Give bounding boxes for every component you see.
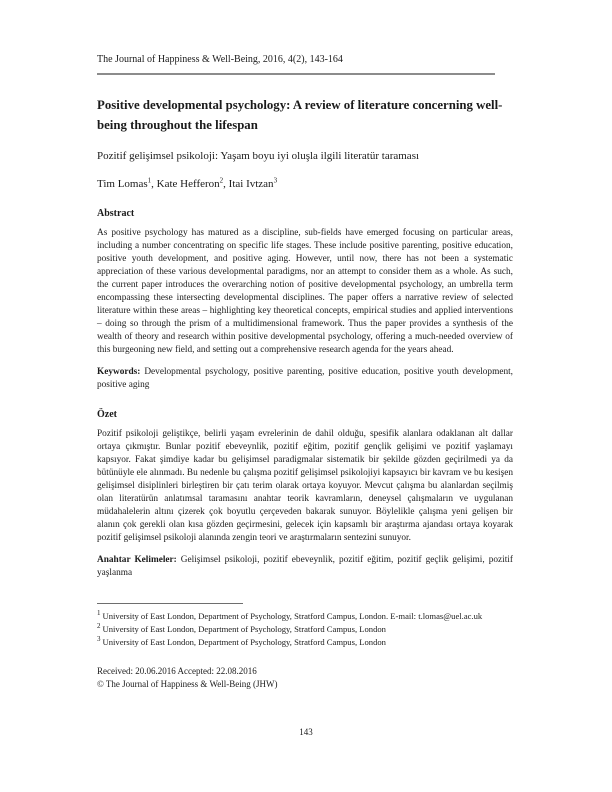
author-name: Tim Lomas — [97, 178, 148, 190]
ozet-heading: Özet — [97, 409, 117, 420]
footnote-affiliation-3 — [97, 636, 513, 649]
author-affiliation-ref: 1 — [147, 176, 152, 185]
author-name: Itai Ivtzan — [228, 178, 274, 190]
received-accepted-line: Received: 20.06.2016 Accepted: 22.08.2016 — [97, 666, 257, 676]
journal-header-line: The Journal of Happiness & Well-Being, 2016, 4(2), 143-164 — [97, 54, 343, 65]
copyright-line: © The Journal of Happiness & Well-Being (JHW) — [97, 678, 278, 689]
keywords-text: Developmental psychology, positive parenting, positive education, positive youth development, positive aging — [97, 367, 513, 390]
footnote-marker: 2 — [97, 622, 101, 631]
authors-line — [97, 177, 513, 191]
author-separator: , — [151, 178, 157, 190]
author-separator: , — [223, 178, 229, 190]
author-affiliation-ref: 2 — [219, 176, 224, 185]
anahtar-kelimeler-label: Anahtar Kelimeler: — [97, 555, 177, 565]
footnote-text: University of East London, Department of Psychology, Stratford Campus, London — [102, 637, 386, 647]
footnote-separator-rule — [97, 603, 243, 604]
abstract-heading: Abstract — [97, 208, 135, 219]
page-content — [97, 0, 513, 580]
keywords-label: Keywords: — [97, 367, 141, 377]
footnote-marker: 1 — [97, 609, 101, 618]
anahtar-kelimeler-text: Gelişimsel psikoloji, pozitif ebeveynlik, pozitif eğitim, pozitif geçlik gelişimi, pozitif yaşlanma — [97, 555, 513, 578]
author-affiliation-ref: 3 — [273, 176, 278, 185]
footnote-marker: 3 — [97, 635, 101, 644]
footnote-text: University of East London, Department of Psychology, Stratford Campus, London — [102, 624, 386, 634]
author-name: Kate Hefferon — [156, 178, 220, 190]
ozet-text: Pozitif psikoloji geliştikçe, belirli yaşam evrelerinin de dahil olduğu, spesifik alanlara odaklanan alt dallar ortaya çıkmıştır. Bunlar pozitif ebeveynlik, pozitif eğitim, pozitif gençlik gelişimi ve pozitif yaşlamayı kapsıyor. Fakat şimdiye kadar bu gelişimsel paradigmalar sistematik bir şekilde gözden geçirilmedi ya da bütünüyle ele alınmadı. Bu nedenle bu çalışma pozitif gelişimsel psikolojiyi kapsayıcı bir kavram ve bu kesişen gelişimsel disiplinleri birleştiren bir çatı terim olarak ortaya koyuyor. Mevcut çalışma bu alanlardan seçilmiş olan literatürün anlatımsal taramasını anahtar teorik kavramların, deneysel çalışmaların ve uygulanan müdahalelerin altını çizerek çok boyutlu çerçeveden bakarak sunuyor. Böylelikle çalışma yeni gelişen bir alanın çok gerekli olan kısa gözden geçirmesini, gelecek için kapsamlı bir araştırma ajandası ortaya koyarak pozitif gelişimsel psikoloji alanında zengin teori ve araştırmaların sentezini sunuyor. — [97, 429, 513, 543]
footnote-text: University of East London, Department of Psychology, Stratford Campus, London. E-mail: t.lomas@uel.ac.uk — [102, 611, 483, 621]
article-title-english: Positive developmental psychology: A review of literature concerning well-being throughout the lifespan — [97, 98, 503, 132]
article-title-turkish: Pozitif gelişimsel psikoloji: Yaşam boyu iyi oluşla ilgili literatür taraması — [97, 150, 420, 162]
abstract-text: As positive psychology has matured as a discipline, sub-fields have emerged focusing on particular areas, including a number concentrating on specific life stages. These include positive parenting, positive education, positive youth development, and positive aging. However, until now, there has not been a systematic appreciation of these various developmental paradigms, nor an attempt to consider them as a whole. As such, the current paper introduces the overarching notion of positive developmental psychology, an umbrella term encompassing these intersecting developmental disciplines. The paper offers a narrative review of selected literature within these areas – highlighting key theoretical concepts, empirical studies and applied interventions – doing so through the prism of a multidimensional framework. Thus the paper provides a synthesis of the wealth of theory and research within positive developmental psychology, offering a much-needed overview of this burgeoning new field, and setting out a comprehensive research agenda for the years ahead. — [97, 228, 513, 355]
keywords-line — [97, 366, 513, 392]
dates-block — [97, 665, 278, 690]
page-number: 143 — [299, 727, 313, 737]
header-rule — [97, 73, 495, 75]
footnote-affiliation-1 — [97, 610, 513, 623]
anahtar-kelimeler-line — [97, 554, 513, 580]
footnote-affiliation-2 — [97, 623, 513, 636]
footnotes-block — [97, 603, 513, 649]
